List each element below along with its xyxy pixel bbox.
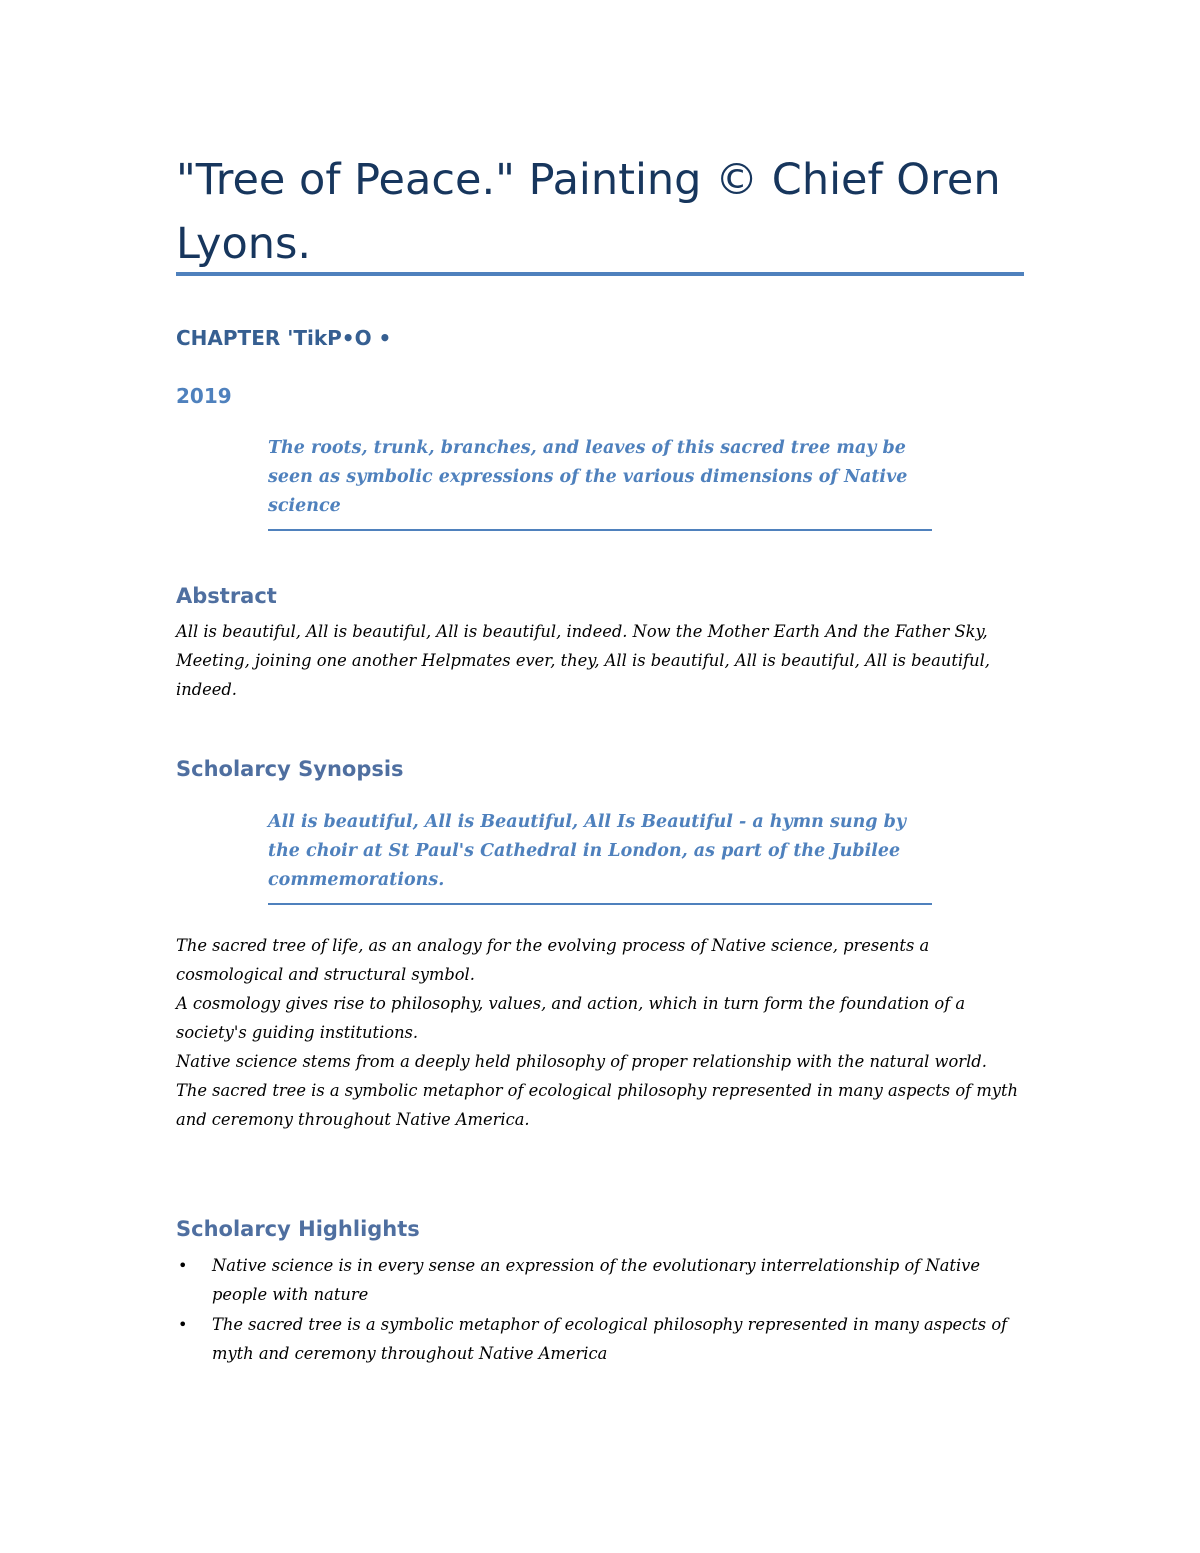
synopsis-paragraph: Native science stems from a deeply held philosophy of proper relationship with the natural world. — [176, 1052, 987, 1071]
abstract-heading: Abstract — [176, 584, 277, 608]
chapter-label: CHAPTER 'TikP•O • — [176, 326, 392, 350]
publication-year: 2019 — [176, 384, 232, 408]
abstract-text: All is beautiful, All is beautiful, All is beautiful, indeed. Now the Mother Earth And the Father Sky, Meeting, joining one another Helpmates ever, they, All is beautiful, All is beautiful, All is beautiful, indeed. — [176, 622, 990, 699]
synopsis-paragraph: The sacred tree of life, as an analogy for the evolving process of Native science, presents a cosmological and structural symbol. — [176, 936, 930, 984]
epigraph-quote: The roots, trunk, branches, and leaves of this sacred tree may be seen as symbolic expressions of the various dimensions of Native science — [268, 434, 932, 531]
highlight-text: The sacred tree is a symbolic metaphor of ecological philosophy represented in many aspects of myth and ceremony throughout Native America — [212, 1315, 1008, 1363]
synopsis-paragraph: A cosmology gives rise to philosophy, values, and action, which in turn form the foundation of a society's guiding institutions. — [176, 994, 966, 1042]
title-underline — [176, 272, 1024, 276]
highlights-list — [176, 1251, 1036, 1369]
document-title: "Tree of Peace." Painting © Chief Oren Lyons. — [176, 155, 1001, 269]
synopsis-paragraphs — [176, 931, 1036, 1134]
synopsis-paragraph: The sacred tree is a symbolic metaphor of ecological philosophy represented in many aspects of myth and ceremony throughout Native America. — [176, 1081, 1018, 1129]
bullet-icon: • — [178, 1315, 188, 1334]
bullet-icon: • — [178, 1256, 188, 1275]
synopsis-heading: Scholarcy Synopsis — [176, 757, 404, 781]
highlight-text: Native science is in every sense an expression of the evolutionary interrelationship of Native people with nature — [212, 1256, 981, 1304]
highlight-item — [176, 1251, 1036, 1309]
synopsis-quote: All is beautiful, All is Beautiful, All Is Beautiful - a hymn sung by the choir at St Paul's Cathedral in London, as part of the Jubilee commemorations. — [268, 808, 932, 905]
highlights-heading: Scholarcy Highlights — [176, 1217, 420, 1241]
highlight-item — [176, 1310, 1036, 1368]
